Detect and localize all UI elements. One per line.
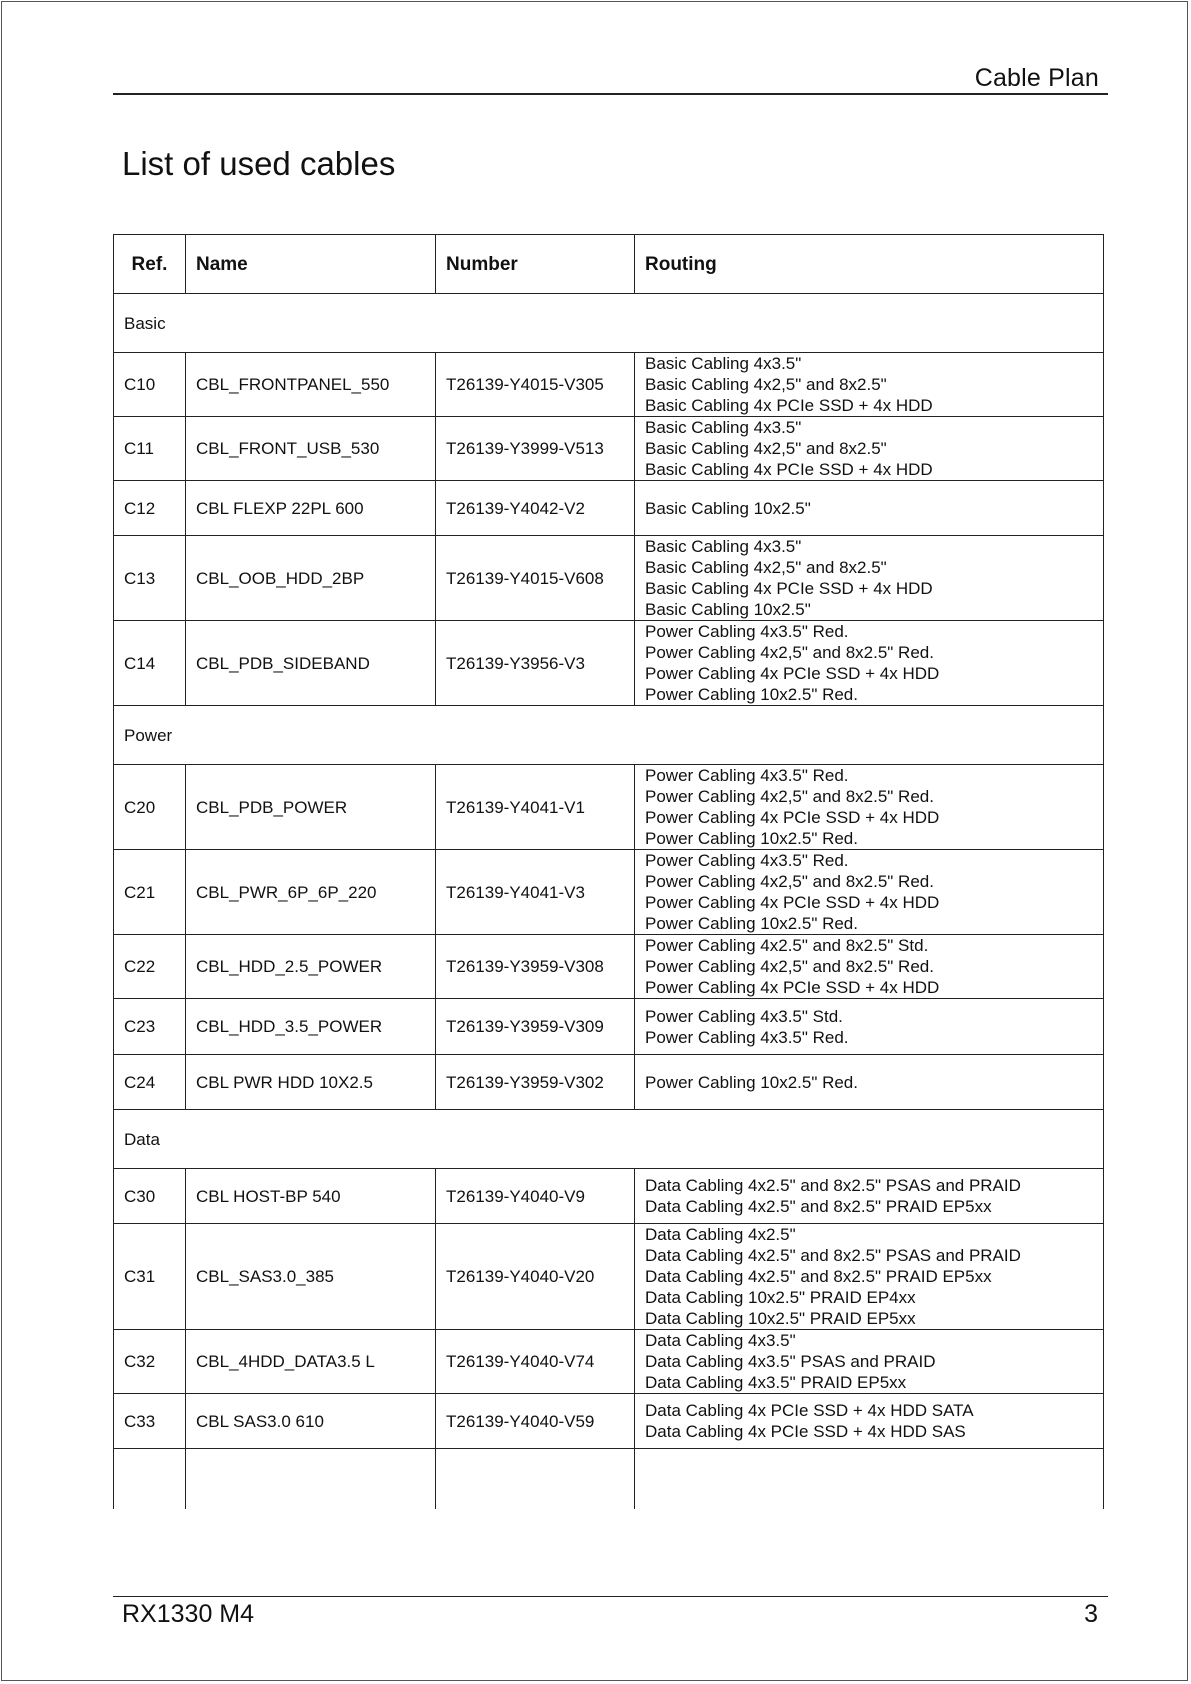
cell-number: T26139-Y3959-V308 <box>436 935 635 999</box>
table-header-row <box>114 235 1104 294</box>
cell-ref: C14 <box>114 621 186 706</box>
routing-line: Basic Cabling 4x3.5" <box>645 537 802 556</box>
cell-name: CBL FLEXP 22PL 600 <box>186 481 436 536</box>
routing-line: Power Cabling 10x2.5" Red. <box>645 829 858 848</box>
cell-number: T26139-Y4041-V3 <box>436 850 635 935</box>
routing-line: Basic Cabling 4x2,5" and 8x2.5" <box>645 375 887 394</box>
cell-routing <box>635 850 1104 935</box>
section-title: List of used cables <box>122 145 396 182</box>
routing-line: Power Cabling 4x2.5" and 8x2.5" Std. <box>645 936 929 955</box>
routing-line: Basic Cabling 10x2.5" <box>645 498 811 518</box>
routing-line: Data Cabling 4x3.5" PSAS and PRAID <box>645 1352 936 1371</box>
cell-name: CBL_PDB_POWER <box>186 765 436 850</box>
cell-ref: C23 <box>114 999 186 1055</box>
routing-line: Power Cabling 4x2,5" and 8x2.5" Red. <box>645 643 934 662</box>
cell-name: CBL_HDD_2.5_POWER <box>186 935 436 999</box>
routing-line: Data Cabling 4x2.5" <box>645 1225 796 1244</box>
table-row <box>114 935 1104 999</box>
empty-row <box>114 1449 1104 1510</box>
routing-line: Data Cabling 4x PCIe SSD + 4x HDD SAS <box>645 1422 966 1441</box>
cell-routing <box>635 935 1104 999</box>
empty-cell <box>186 1449 436 1510</box>
group-row <box>114 706 1104 765</box>
cell-name: CBL_PDB_SIDEBAND <box>186 621 436 706</box>
cell-ref: C12 <box>114 481 186 536</box>
routing-line: Basic Cabling 4x PCIe SSD + 4x HDD <box>645 579 933 598</box>
routing-line: Power Cabling 4x PCIe SSD + 4x HDD <box>645 893 940 912</box>
cell-routing <box>635 481 1104 536</box>
cell-number: T26139-Y3999-V513 <box>436 417 635 481</box>
routing-line: Power Cabling 4x2,5" and 8x2.5" Red. <box>645 787 934 806</box>
routing-line: Power Cabling 4x3.5" Red. <box>645 766 849 785</box>
routing-line: Data Cabling 4x2.5" and 8x2.5" PRAID EP5xx <box>645 1267 992 1286</box>
routing-line: Power Cabling 4x3.5" Red. <box>645 851 849 870</box>
cables-table <box>113 234 1104 1509</box>
routing-line: Data Cabling 4x2.5" and 8x2.5" PRAID EP5xx <box>645 1197 992 1216</box>
cell-name: CBL_HDD_3.5_POWER <box>186 999 436 1055</box>
cell-number: T26139-Y4041-V1 <box>436 765 635 850</box>
empty-cell <box>114 1449 186 1510</box>
cell-name: CBL_FRONTPANEL_550 <box>186 353 436 417</box>
cell-ref: C31 <box>114 1224 186 1330</box>
table-row <box>114 1224 1104 1330</box>
table-row <box>114 353 1104 417</box>
routing-line: Power Cabling 4x3.5" Red. <box>645 1027 849 1047</box>
cell-routing <box>635 1169 1104 1224</box>
cell-routing <box>635 1394 1104 1449</box>
cell-number: T26139-Y4040-V9 <box>436 1169 635 1224</box>
routing-line: Data Cabling 10x2.5" PRAID EP5xx <box>645 1309 916 1328</box>
routing-line: Power Cabling 4x3.5" Red. <box>645 622 849 641</box>
cell-routing <box>635 999 1104 1055</box>
group-row <box>114 1110 1104 1169</box>
routing-line: Data Cabling 4x2.5" and 8x2.5" PSAS and PRAID <box>645 1246 1021 1265</box>
cell-routing <box>635 765 1104 850</box>
header-rule <box>113 93 1108 95</box>
cell-ref: C30 <box>114 1169 186 1224</box>
column-header-ref: Ref. <box>114 235 186 294</box>
cell-routing <box>635 1055 1104 1110</box>
cables-table-body <box>114 294 1104 1510</box>
routing-line: Power Cabling 4x2,5" and 8x2.5" Red. <box>645 957 934 976</box>
cell-routing <box>635 1224 1104 1330</box>
column-header-number: Number <box>436 235 635 294</box>
cell-ref: C13 <box>114 536 186 621</box>
cell-name: CBL_OOB_HDD_2BP <box>186 536 436 621</box>
footer-rule <box>113 1596 1108 1597</box>
group-label: Data <box>114 1110 1104 1169</box>
cell-number: T26139-Y3959-V309 <box>436 999 635 1055</box>
routing-line: Data Cabling 4x2.5" and 8x2.5" PSAS and PRAID <box>645 1176 1021 1195</box>
footer-page-number: 3 <box>1084 1600 1098 1628</box>
cell-number: T26139-Y4040-V59 <box>436 1394 635 1449</box>
cell-ref: C33 <box>114 1394 186 1449</box>
cell-ref: C22 <box>114 935 186 999</box>
cell-ref: C24 <box>114 1055 186 1110</box>
routing-line: Power Cabling 10x2.5" Red. <box>645 1072 858 1092</box>
routing-line: Power Cabling 4x PCIe SSD + 4x HDD <box>645 978 940 997</box>
cell-ref: C21 <box>114 850 186 935</box>
cell-number: T26139-Y4015-V305 <box>436 353 635 417</box>
cell-name: CBL PWR HDD 10X2.5 <box>186 1055 436 1110</box>
routing-line: Basic Cabling 4x PCIe SSD + 4x HDD <box>645 460 933 479</box>
header-title: Cable Plan <box>974 64 1099 92</box>
cell-ref: C20 <box>114 765 186 850</box>
table-row <box>114 621 1104 706</box>
cell-number: T26139-Y3956-V3 <box>436 621 635 706</box>
cell-routing <box>635 621 1104 706</box>
routing-line: Power Cabling 10x2.5" Red. <box>645 914 858 933</box>
group-label: Basic <box>114 294 1104 353</box>
table-row <box>114 1330 1104 1394</box>
footer-model: RX1330 M4 <box>122 1600 255 1628</box>
routing-line: Basic Cabling 10x2.5" <box>645 600 811 619</box>
cell-routing <box>635 1330 1104 1394</box>
routing-line: Data Cabling 4x3.5" PRAID EP5xx <box>645 1373 907 1392</box>
cell-ref: C10 <box>114 353 186 417</box>
cell-name: CBL SAS3.0 610 <box>186 1394 436 1449</box>
table-row <box>114 1055 1104 1110</box>
empty-cell <box>635 1449 1104 1510</box>
group-label: Power <box>114 706 1104 765</box>
cell-routing <box>635 417 1104 481</box>
routing-line: Data Cabling 4x3.5" <box>645 1331 796 1350</box>
routing-line: Basic Cabling 4x3.5" <box>645 354 802 373</box>
cell-number: T26139-Y4015-V608 <box>436 536 635 621</box>
cell-number: T26139-Y4042-V2 <box>436 481 635 536</box>
empty-cell <box>436 1449 635 1510</box>
routing-line: Power Cabling 10x2.5" Red. <box>645 685 858 704</box>
cell-number: T26139-Y4040-V74 <box>436 1330 635 1394</box>
cell-routing <box>635 536 1104 621</box>
cell-ref: C32 <box>114 1330 186 1394</box>
cell-name: CBL_SAS3.0_385 <box>186 1224 436 1330</box>
cell-number: T26139-Y3959-V302 <box>436 1055 635 1110</box>
table-row <box>114 536 1104 621</box>
cell-name: CBL_4HDD_DATA3.5 L <box>186 1330 436 1394</box>
routing-line: Basic Cabling 4x PCIe SSD + 4x HDD <box>645 396 933 415</box>
cell-name: CBL_FRONT_USB_530 <box>186 417 436 481</box>
column-header-name: Name <box>186 235 436 294</box>
routing-line: Power Cabling 4x PCIe SSD + 4x HDD <box>645 808 940 827</box>
routing-line: Power Cabling 4x2,5" and 8x2.5" Red. <box>645 872 934 891</box>
routing-line: Basic Cabling 4x2,5" and 8x2.5" <box>645 439 887 458</box>
routing-line: Data Cabling 4x PCIe SSD + 4x HDD SATA <box>645 1401 974 1420</box>
column-header-routing: Routing <box>635 235 1104 294</box>
routing-line: Data Cabling 10x2.5" PRAID EP4xx <box>645 1288 916 1307</box>
routing-line: Basic Cabling 4x2,5" and 8x2.5" <box>645 558 887 577</box>
cell-name: CBL_PWR_6P_6P_220 <box>186 850 436 935</box>
table-row <box>114 765 1104 850</box>
table-row <box>114 1169 1104 1224</box>
table-row <box>114 850 1104 935</box>
cell-number: T26139-Y4040-V20 <box>436 1224 635 1330</box>
cell-routing <box>635 353 1104 417</box>
routing-line: Power Cabling 4x PCIe SSD + 4x HDD <box>645 664 940 683</box>
cell-name: CBL HOST-BP 540 <box>186 1169 436 1224</box>
table-row <box>114 999 1104 1055</box>
routing-line: Basic Cabling 4x3.5" <box>645 418 802 437</box>
routing-line: Power Cabling 4x3.5" Std. <box>645 1006 843 1026</box>
table-row <box>114 417 1104 481</box>
group-row <box>114 294 1104 353</box>
table-row <box>114 481 1104 536</box>
table-row <box>114 1394 1104 1449</box>
cell-ref: C11 <box>114 417 186 481</box>
